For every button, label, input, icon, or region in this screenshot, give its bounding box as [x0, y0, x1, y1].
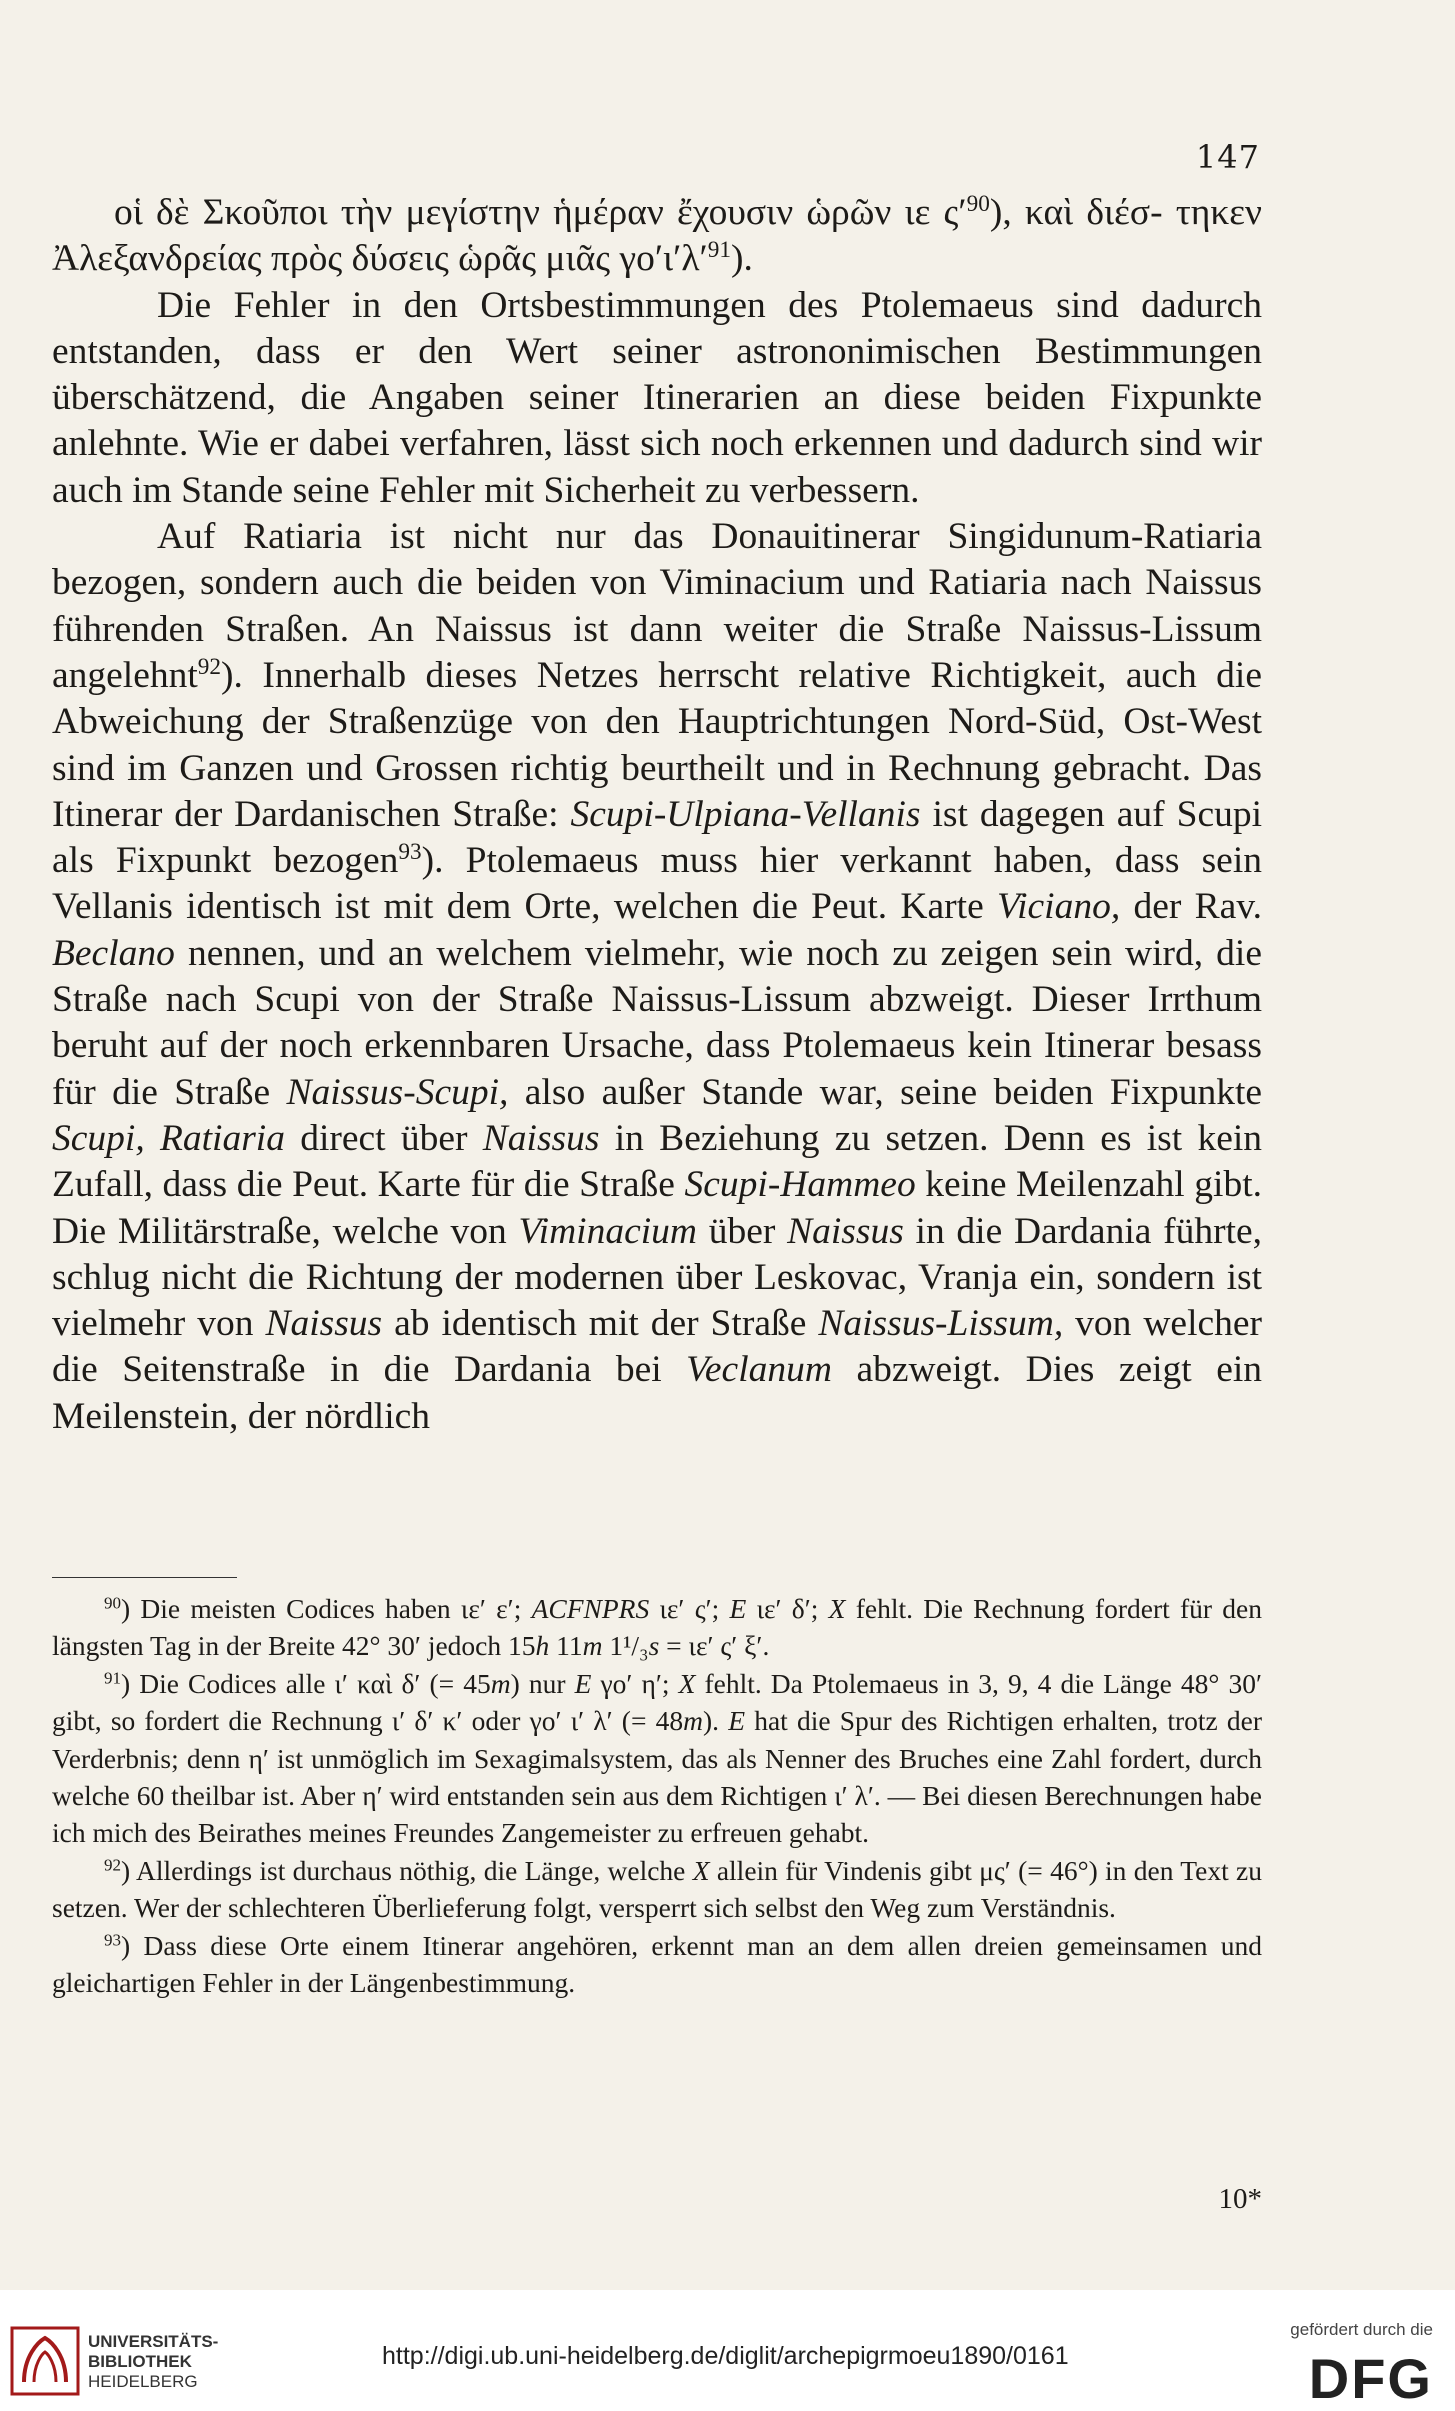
paragraph-2: Auf Ratiaria ist nicht nur das Donauitinerar Singidunum-Ratiaria bezogen, sondern auch die beiden von Viminacium und Ratiaria nach Naissus führenden Straßen. An Naissus ist dann weiter die Straße Naissus-Lissum angelehnt$^{92}$). Innerhalb dieses Netzes herrscht relative Richtigkeit, auch die Abweichung der Straßenzüge von den Hauptrichtungen Nord-Süd, Ost-West sind im Ganzen und Grossen richtig beurtheilt und in Rechnung gebracht. Das Itinerar der Dardanischen Straße: Scupi-Ulpiana-Vellanis ist dagegen auf Scupi als Fixpunkt bezogen$^{93}$). Ptolemaeus muss hier verkannt haben, dass sein Vellanis identisch ist mit dem Orte, welchen die Peut. Karte Viciano, der Rav. Beclano nennen, und an welchem vielmehr, wie noch zu zeigen sein wird, die Straße nach Scupi von der Straße Naissus-Lissum abzweigt. Dieser Irrthum beruht auf der noch erkennbaren Ursache, dass Ptolemaeus kein Itinerar besass für die Straße Naissus-Scupi, also außer Stande war, seine beiden Fixpunkte Scupi, Ratiaria direct über Naissus in Beziehung zu setzen. Denn es ist kein Zufall, dass die Peut. Karte für die Straße Scupi-Hammeo keine Meilenzahl gibt. Die Militärstraße, welche von Viminacium über Naissus in die Dardania führte, schlug nicht die Richtung der modernen über Leskovac, Vranja ein, sondern ist vielmehr von Naissus ab identisch mit der Straße Naissus-Lissum, von welcher die Seitenstraße in die Dardania bei Veclanum abzweigt. Dies zeigt ein Meilenstein, der nördlich: [52, 516, 1263, 1437]
footnote-91: $^{91}$) Die Codices alle ι′ καὶ δ′ (= 45m) nur E γο′ η′; X fehlt. Da Ptolemaeus in 3, 9, 4 die Länge 48° 30′ gibt, so fordert die Rechnung ι′ δ′ κ′ oder γο′ ι′ λ′ (= 48m). E hat die Spur des Richtigen erhalten, trotz der Verderbnis; denn η′ ist unmöglich im Sexagimalsystem, das als Nenner des Bruches eine Zahl fordert, durch welche 60 theilbar ist. Aber η′ wird entstanden sein aus dem Richtigen ι′ λ′. — Bei diesen Berechnungen habe ich mich des Beirathes meines Freundes Zangemeister zu erfreuen gehabt.: [52, 1667, 1263, 1849]
university-seal-icon: [10, 2326, 80, 2396]
footnote-90: $^{90}$) Die meisten Codices haben ιε′ ε′; ACFNPRS ιε′ ς′; E ιε′ δ′; X fehlt. Die Rechnung fordert für den längsten Tag in der Breite 42° 30′ jedoch 15h 11m 1¹/₃s = ιε′ ς′ ξ′.: [52, 1593, 1263, 1662]
page-number: 147: [1195, 138, 1260, 176]
greek-quote: οἱ δὲ Σκοῦποι τὴν μεγίστην ἡμέραν ἔχουσιν ὡρῶν ιε $\varsigma'^{90}$), καὶ διέσ- τηκεν Ἀλεξανδρείας πρὸς δύσεις ὡρᾶς μιᾶς $\gamma o'\iota'\lambda'^{91}$).: [52, 191, 1263, 280]
university-name: UNIVERSITÄTS- BIBLIOTHEK HEIDELBERG: [88, 2332, 219, 2391]
signature-mark: 10*: [1218, 2183, 1262, 2215]
main-text: [52, 190, 1262, 1440]
paragraph-1: Die Fehler in den Ortsbestimmungen des Ptolemaeus sind dadurch entstanden, dass er den Wert seiner astrononimischen Bestimmungen überschätzend, die Angaben seiner Itinerarien an diese beiden Fixpunkte anlehnte. Wie er dabei verfahren, lässt sich noch erkennen und dadurch sind wir auch im Stande seine Fehler mit Sicherheit zu verbessern.: [52, 284, 1262, 511]
footnote-92: $^{92}$) Allerdings ist durchaus nöthig, die Länge, welche X allein für Vindenis gibt μς′ (= 46°) in den Text zu setzen. Wer der schlechteren Überlieferung folgt, versperrt sich selbst den Weg zum Verständnis.: [52, 1854, 1262, 1924]
dfg-logo: DFG: [1308, 2347, 1433, 2410]
footnote-93: $^{93}$) Dass diese Orte einem Itinerar angehören, erkennt man an dem allen dreien gemeinsamen und gleichartigen Fehler in der Längenbestimmung.: [52, 1929, 1262, 1999]
source-url-link[interactable]: http://digi.ub.uni-heidelberg.de/diglit/archepigrmoeu1890/0161: [382, 2342, 1069, 2370]
footnote-ref-91[interactable]: 91: [707, 237, 731, 264]
footnote-ref-92[interactable]: 92: [197, 654, 222, 681]
funding-note: gefördert durch die: [1290, 2320, 1433, 2339]
footer-bar: [0, 2290, 1455, 2411]
footnote-ref-90[interactable]: 90: [966, 191, 990, 218]
footnote-divider: [52, 1577, 237, 1578]
footnotes: [52, 1590, 1262, 2001]
footnote-ref-93[interactable]: 93: [398, 839, 422, 866]
